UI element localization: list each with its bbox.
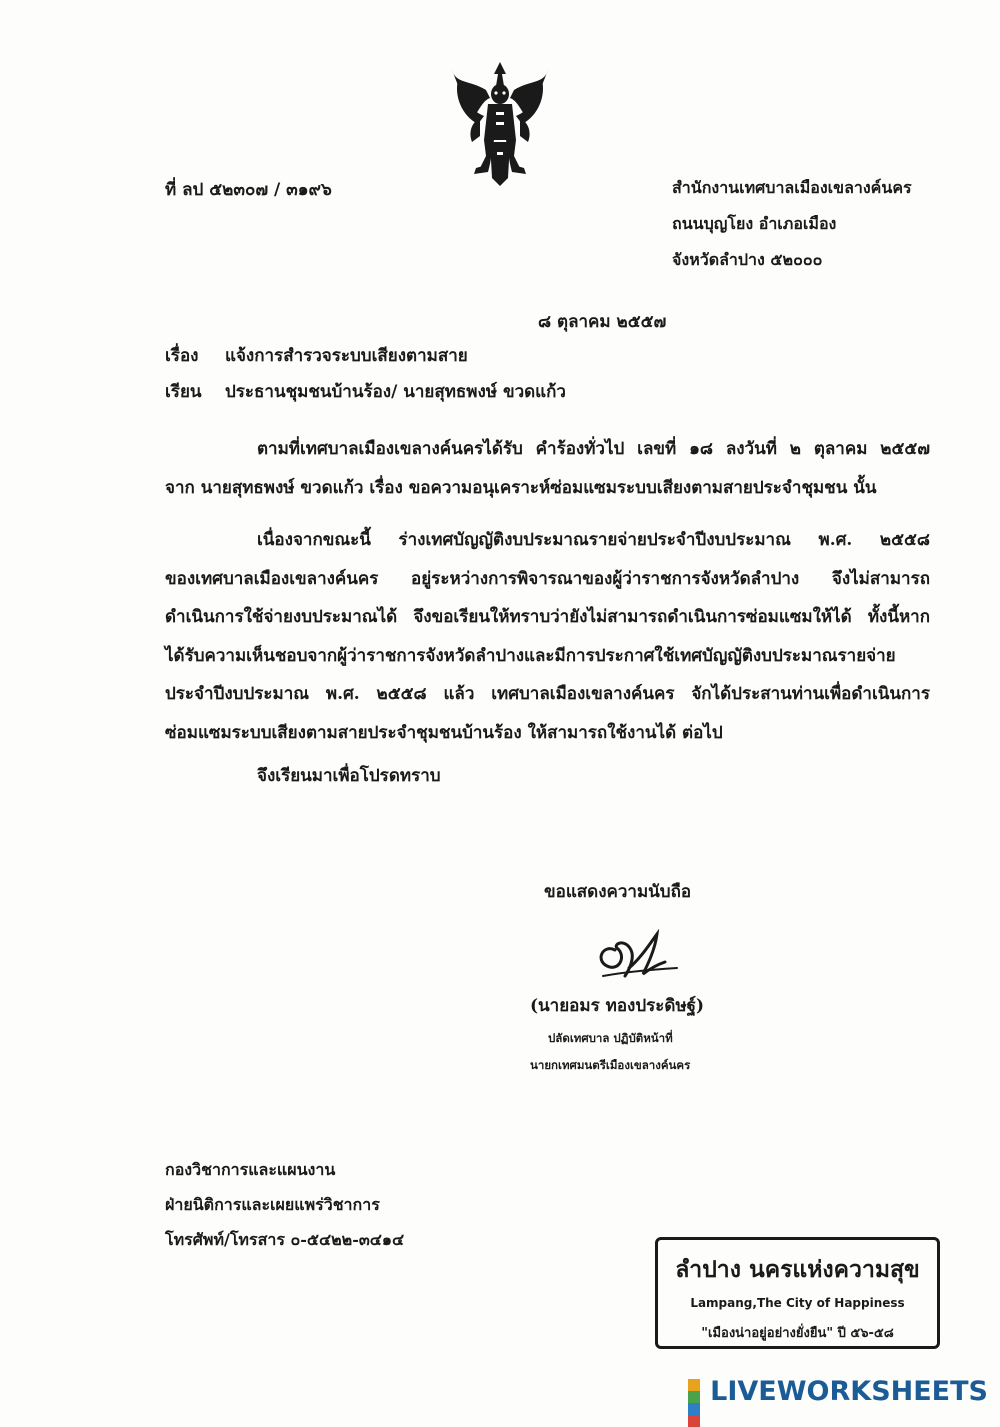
- recipient-label: เรียน: [165, 382, 202, 402]
- recipient-value: ประธานชุมชนบ้านร้อง/ นายสุทธพงษ์ ขวดแก้ว: [225, 382, 566, 402]
- letter-date: ๘ ตุลาคม ๒๕๕๗: [538, 312, 667, 332]
- paragraph-line: ของเทศบาลเมืองเขลางค์นคร อยู่ระหว่างการพิจารณาของผู้ว่าราชการจังหวัดลำปาง จึงไม่สามารถ: [165, 568, 930, 589]
- paragraph-line: ประจำปีงบประมาณ พ.ศ. ๒๕๕๘ แล้ว เทศบาลเมืองเขลางค์นคร จักได้ประสานท่านเพื่อดำเนินการ: [165, 684, 930, 704]
- signatory-organization: นายกเทศมนตรีเมืองเขลางค์นคร: [530, 1058, 691, 1072]
- paragraph-line: ตามที่เทศบาลเมืองเขลางค์นครได้รับ คำร้องทั่วไป เลขที่ ๑๘ ลงวันที่ ๒ ตุลาคม ๒๕๕๗: [257, 439, 930, 459]
- paragraph-line: จาก นายสุทธพงษ์ ขวดแก้ว เรื่อง ขอความอนุเคราะห์ซ่อมแซมระบบเสียงตามสายประจำชุมชน นั้น: [165, 477, 877, 498]
- paragraph-line: ได้รับความเห็นชอบจากผู้ว่าราชการจังหวัดลำปางและมีการประกาศใช้เทศบัญญัติงบประมาณรายจ่าย: [165, 645, 896, 666]
- handwritten-signature: [585, 920, 695, 990]
- stamp-motto: "เมืองน่าอยู่อย่างยั่งยืน" ปี ๕๖-๕๘: [701, 1326, 894, 1341]
- reference-number: ที่ ลป ๕๒๓๐๗ / ๓๑๙๖: [165, 180, 332, 200]
- slogan-stamp: [655, 1237, 940, 1349]
- regards-text: ขอแสดงความนับถือ: [544, 882, 692, 902]
- brand-text: LIVEWORKSHEETS: [710, 1375, 988, 1407]
- paragraph-line: ซ่อมแซมระบบเสียงตามสายประจำชุมชนบ้านร้อง ให้สามารถใช้งานได้ ต่อไป: [165, 722, 723, 743]
- section-name: ฝ่ายนิติการและเผยแพร่วิชาการ: [165, 1195, 380, 1214]
- department-name: กองวิชาการและแผนงาน: [165, 1160, 336, 1179]
- office-province: จังหวัดลำปาง ๕๒๐๐๐: [672, 250, 823, 269]
- contact-phone: โทรศัพท์/โทรสาร ๐-๕๔๒๒-๓๔๑๔: [165, 1230, 405, 1249]
- garuda-emblem-icon: [450, 60, 550, 188]
- stamp-english-slogan: Lampang,The City of Happiness: [690, 1296, 905, 1310]
- office-road: ถนนบุญโยง อำเภอเมือง: [672, 214, 837, 233]
- body-paragraph-1: [165, 430, 930, 507]
- liveworksheets-logo-icon: [688, 1379, 706, 1403]
- liveworksheets-watermark: [688, 1374, 988, 1408]
- subject-label: เรื่อง: [165, 346, 199, 366]
- closing-line: จึงเรียนมาเพื่อโปรดทราบ: [257, 766, 441, 786]
- paragraph-line: ดำเนินการใช้จ่ายงบประมาณได้ จึงขอเรียนให้ทราบว่ายังไม่สามารถดำเนินการซ่อมแซมให้ได้ ทั้งนี้หาก: [165, 607, 930, 627]
- signatory-name: (นายอมร ทองประดิษฐ์): [530, 996, 705, 1016]
- stamp-thai-slogan: ลำปาง นครแห่งความสุข: [675, 1257, 920, 1283]
- signatory-position: ปลัดเทศบาล ปฏิบัติหน้าที่: [548, 1031, 673, 1045]
- office-name: สำนักงานเทศบาลเมืองเขลางค์นคร: [672, 178, 912, 197]
- subject-value: แจ้งการสำรวจระบบเสียงตามสาย: [225, 346, 468, 366]
- body-paragraph-2: [165, 521, 930, 752]
- paragraph-line: เนื่องจากขณะนี้ ร่างเทศบัญญัติงบประมาณรายจ่ายประจำปีงบประมาณ พ.ศ. ๒๕๕๘: [257, 530, 930, 550]
